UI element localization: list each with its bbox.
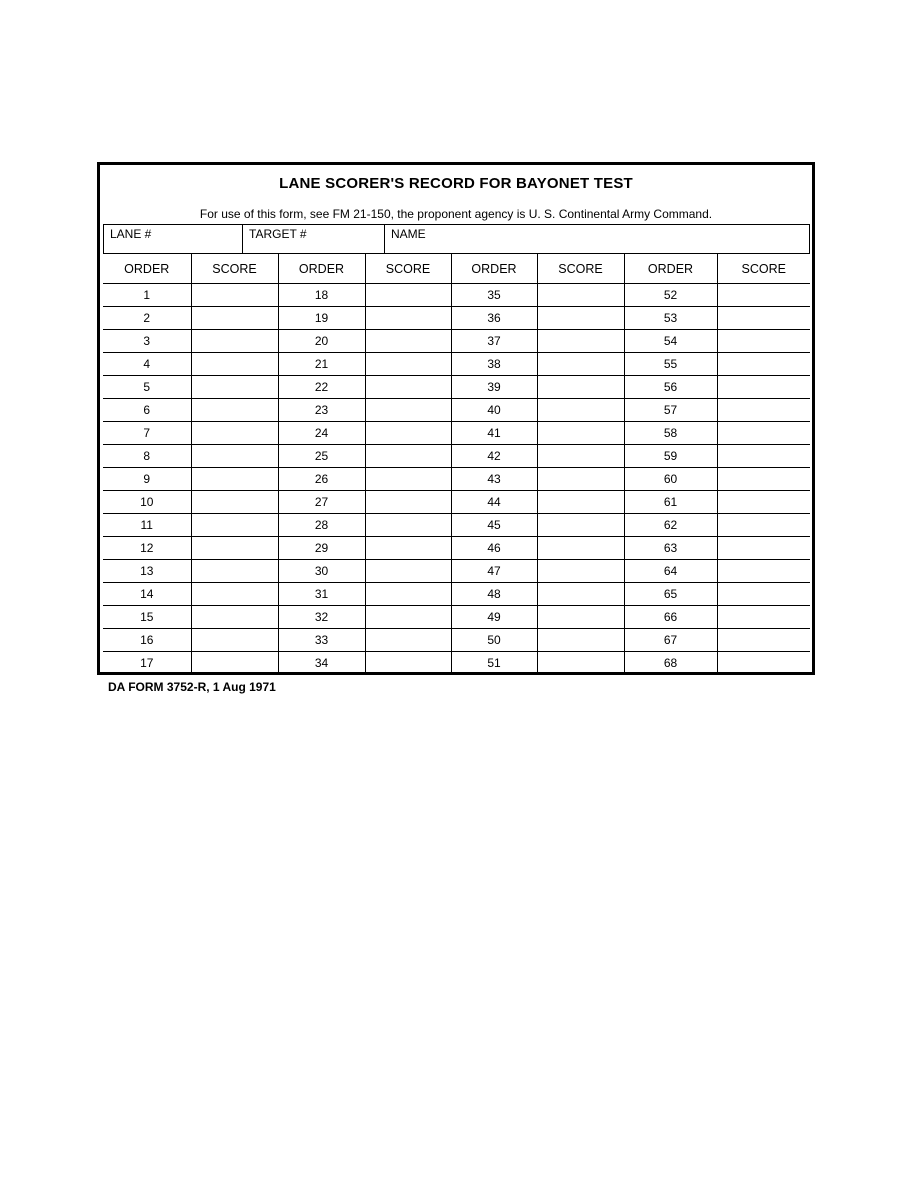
score-cell[interactable] [717, 560, 810, 583]
order-cell: 3 [103, 330, 191, 353]
score-cell[interactable] [717, 468, 810, 491]
score-cell[interactable] [191, 353, 278, 376]
order-cell: 6 [103, 399, 191, 422]
column-header: ORDER [278, 254, 365, 284]
order-cell: 8 [103, 445, 191, 468]
order-cell: 68 [624, 652, 717, 675]
score-cell[interactable] [365, 330, 451, 353]
order-cell: 63 [624, 537, 717, 560]
score-cell[interactable] [537, 353, 624, 376]
target-field[interactable] [243, 225, 385, 253]
order-cell: 32 [278, 606, 365, 629]
score-cell[interactable] [537, 422, 624, 445]
score-cell[interactable] [191, 491, 278, 514]
column-header: SCORE [717, 254, 810, 284]
score-cell[interactable] [365, 376, 451, 399]
table-row [103, 629, 810, 652]
score-cell[interactable] [537, 376, 624, 399]
score-cell[interactable] [365, 491, 451, 514]
order-cell: 36 [451, 307, 537, 330]
score-cell[interactable] [717, 422, 810, 445]
table-row [103, 652, 810, 675]
order-cell: 62 [624, 514, 717, 537]
order-cell: 29 [278, 537, 365, 560]
score-cell[interactable] [191, 537, 278, 560]
score-cell[interactable] [191, 445, 278, 468]
order-cell: 49 [451, 606, 537, 629]
score-cell[interactable] [365, 629, 451, 652]
order-cell: 37 [451, 330, 537, 353]
order-cell: 47 [451, 560, 537, 583]
table-row [103, 330, 810, 353]
table-row [103, 353, 810, 376]
order-cell: 39 [451, 376, 537, 399]
order-cell: 22 [278, 376, 365, 399]
order-cell: 19 [278, 307, 365, 330]
name-label: NAME [391, 227, 426, 241]
order-cell: 59 [624, 445, 717, 468]
table-row [103, 284, 810, 307]
order-cell: 18 [278, 284, 365, 307]
column-header: ORDER [451, 254, 537, 284]
order-cell: 23 [278, 399, 365, 422]
score-cell[interactable] [537, 583, 624, 606]
score-cell[interactable] [537, 399, 624, 422]
column-header: SCORE [365, 254, 451, 284]
table-row [103, 606, 810, 629]
score-cell[interactable] [717, 583, 810, 606]
score-table [103, 254, 810, 674]
order-cell: 25 [278, 445, 365, 468]
order-cell: 42 [451, 445, 537, 468]
order-cell: 30 [278, 560, 365, 583]
score-cell[interactable] [365, 307, 451, 330]
order-cell: 52 [624, 284, 717, 307]
order-cell: 34 [278, 652, 365, 675]
score-cell[interactable] [191, 629, 278, 652]
score-cell[interactable] [365, 399, 451, 422]
score-cell[interactable] [365, 606, 451, 629]
score-cell[interactable] [717, 537, 810, 560]
order-cell: 11 [103, 514, 191, 537]
score-cell[interactable] [717, 514, 810, 537]
table-row [103, 560, 810, 583]
score-cell[interactable] [537, 514, 624, 537]
order-cell: 60 [624, 468, 717, 491]
score-cell[interactable] [191, 514, 278, 537]
score-cell[interactable] [717, 330, 810, 353]
score-cell[interactable] [191, 307, 278, 330]
order-cell: 35 [451, 284, 537, 307]
order-cell: 26 [278, 468, 365, 491]
table-row [103, 307, 810, 330]
score-cell[interactable] [717, 606, 810, 629]
order-cell: 31 [278, 583, 365, 606]
score-cell[interactable] [191, 399, 278, 422]
score-cell[interactable] [365, 514, 451, 537]
order-cell: 40 [451, 399, 537, 422]
order-cell: 61 [624, 491, 717, 514]
name-field[interactable] [385, 225, 809, 253]
column-header: SCORE [537, 254, 624, 284]
order-cell: 45 [451, 514, 537, 537]
order-cell: 24 [278, 422, 365, 445]
bayonet-test-form [97, 162, 815, 675]
order-cell: 58 [624, 422, 717, 445]
target-label: TARGET # [249, 227, 307, 241]
order-cell: 53 [624, 307, 717, 330]
order-cell: 67 [624, 629, 717, 652]
order-cell: 9 [103, 468, 191, 491]
column-header: SCORE [191, 254, 278, 284]
score-cell[interactable] [191, 284, 278, 307]
score-cell[interactable] [365, 445, 451, 468]
score-cell[interactable] [365, 652, 451, 675]
table-row [103, 468, 810, 491]
order-cell: 38 [451, 353, 537, 376]
score-cell[interactable] [537, 491, 624, 514]
order-cell: 51 [451, 652, 537, 675]
order-cell: 65 [624, 583, 717, 606]
table-row [103, 376, 810, 399]
score-cell[interactable] [537, 468, 624, 491]
order-cell: 13 [103, 560, 191, 583]
score-table-body [103, 284, 810, 675]
score-cell[interactable] [537, 560, 624, 583]
order-cell: 15 [103, 606, 191, 629]
order-cell: 7 [103, 422, 191, 445]
column-header: ORDER [103, 254, 191, 284]
table-row [103, 491, 810, 514]
score-cell[interactable] [717, 353, 810, 376]
form-subtitle: For use of this form, see FM 21-150, the proponent agency is U. S. Continental Army Command. [199, 207, 713, 221]
order-cell: 27 [278, 491, 365, 514]
order-cell: 12 [103, 537, 191, 560]
score-cell[interactable] [365, 284, 451, 307]
score-cell[interactable] [365, 353, 451, 376]
lane-label: LANE # [110, 227, 152, 241]
score-cell[interactable] [191, 330, 278, 353]
order-cell: 48 [451, 583, 537, 606]
order-cell: 57 [624, 399, 717, 422]
score-cell[interactable] [537, 652, 624, 675]
order-cell: 44 [451, 491, 537, 514]
order-cell: 50 [451, 629, 537, 652]
table-row [103, 514, 810, 537]
score-cell[interactable] [537, 629, 624, 652]
score-cell[interactable] [365, 468, 451, 491]
order-cell: 14 [103, 583, 191, 606]
score-cell[interactable] [717, 376, 810, 399]
table-row [103, 537, 810, 560]
score-cell[interactable] [537, 537, 624, 560]
form-title: LANE SCORER'S RECORD FOR BAYONET TEST [279, 175, 633, 192]
order-cell: 33 [278, 629, 365, 652]
order-cell: 56 [624, 376, 717, 399]
score-cell[interactable] [537, 606, 624, 629]
order-cell: 4 [103, 353, 191, 376]
table-row [103, 399, 810, 422]
score-cell[interactable] [365, 583, 451, 606]
score-cell[interactable] [537, 445, 624, 468]
order-cell: 1 [103, 284, 191, 307]
score-cell[interactable] [191, 376, 278, 399]
score-cell[interactable] [537, 307, 624, 330]
order-cell: 17 [103, 652, 191, 675]
score-cell[interactable] [191, 468, 278, 491]
order-cell: 21 [278, 353, 365, 376]
score-cell[interactable] [191, 422, 278, 445]
order-cell: 16 [103, 629, 191, 652]
score-cell[interactable] [717, 652, 810, 675]
order-cell: 41 [451, 422, 537, 445]
score-cell[interactable] [717, 307, 810, 330]
order-cell: 46 [451, 537, 537, 560]
score-cell[interactable] [717, 491, 810, 514]
order-cell: 10 [103, 491, 191, 514]
score-cell[interactable] [365, 537, 451, 560]
score-cell[interactable] [191, 583, 278, 606]
order-cell: 64 [624, 560, 717, 583]
score-cell[interactable] [717, 399, 810, 422]
order-cell: 54 [624, 330, 717, 353]
order-cell: 28 [278, 514, 365, 537]
table-row [103, 445, 810, 468]
order-cell: 20 [278, 330, 365, 353]
order-cell: 5 [103, 376, 191, 399]
score-cell[interactable] [191, 606, 278, 629]
lane-field[interactable] [104, 225, 243, 253]
score-cell[interactable] [537, 330, 624, 353]
score-cell[interactable] [717, 629, 810, 652]
score-cell[interactable] [537, 284, 624, 307]
order-cell: 2 [103, 307, 191, 330]
score-cell[interactable] [717, 445, 810, 468]
order-cell: 55 [624, 353, 717, 376]
score-cell[interactable] [365, 422, 451, 445]
form-number: DA FORM 3752-R, 1 Aug 1971 [108, 680, 276, 694]
score-cell[interactable] [191, 560, 278, 583]
table-row [103, 422, 810, 445]
order-cell: 43 [451, 468, 537, 491]
order-cell: 66 [624, 606, 717, 629]
score-cell[interactable] [191, 652, 278, 675]
score-cell[interactable] [365, 560, 451, 583]
column-header: ORDER [624, 254, 717, 284]
score-cell[interactable] [717, 284, 810, 307]
table-row [103, 583, 810, 606]
info-row [103, 224, 810, 254]
header-row [103, 254, 810, 284]
